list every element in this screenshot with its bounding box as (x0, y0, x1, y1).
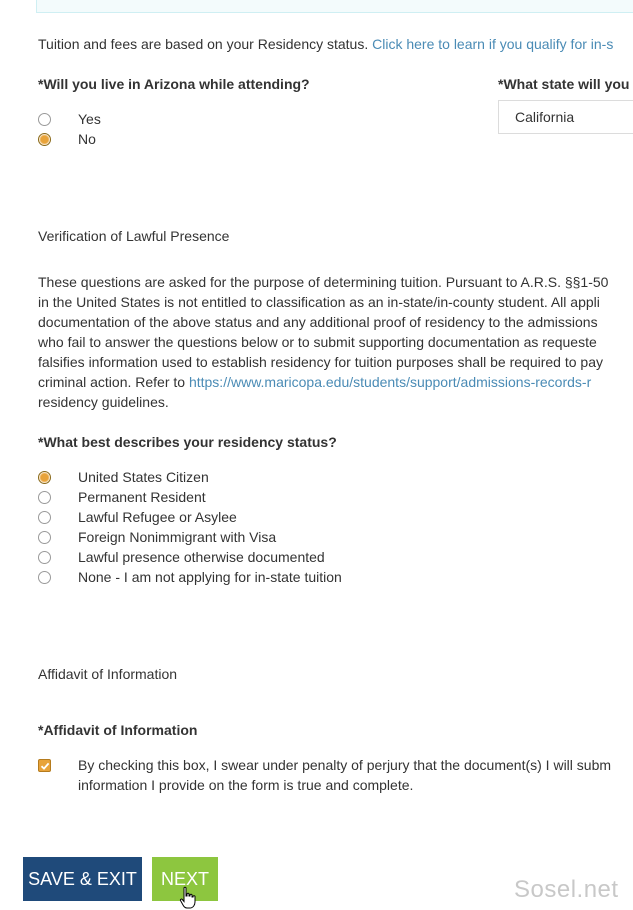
radio-button[interactable] (38, 113, 51, 126)
tuition-notice (38, 34, 613, 54)
residency-option-otherwise-documented[interactable] (38, 547, 325, 567)
radio-label: Foreign Nonimmigrant with Visa (78, 529, 277, 545)
paragraph-line: documentation of the above status and any additional proof of residency to the admissions (38, 314, 598, 330)
radio-button[interactable] (38, 571, 51, 584)
paragraph-text: criminal action. Refer to (38, 374, 189, 390)
state-select[interactable]: California (498, 100, 633, 134)
tuition-notice-text: Tuition and fees are based on your Residency status. (38, 36, 373, 52)
residency-option-none[interactable] (38, 567, 342, 587)
radio-button[interactable] (38, 531, 51, 544)
radio-button[interactable] (38, 491, 51, 504)
radio-label: Permanent Resident (78, 489, 206, 505)
next-button[interactable]: NEXT (152, 857, 218, 901)
paragraph-line-with-link (38, 372, 633, 392)
radio-button-selected[interactable] (38, 471, 51, 484)
residency-option-nonimmigrant[interactable] (38, 527, 276, 547)
paragraph-line: residency guidelines. (38, 394, 169, 410)
watermark-text: Sosel.net (514, 876, 619, 903)
paragraph-line: falsifies information used to establish residency for tuition purposes shall be required to pay (38, 354, 603, 370)
residency-option-refugee[interactable] (38, 507, 237, 527)
radio-label: United States Citizen (78, 469, 209, 485)
arizona-question-label: *Will you live in Arizona while attending? (38, 76, 310, 92)
paragraph-line: who fail to answer the questions below or to submit supporting documentation as requeste (38, 334, 597, 350)
info-banner-box (36, 0, 633, 13)
arizona-option-yes[interactable] (38, 109, 101, 129)
hand-pointer-icon (178, 886, 198, 910)
save-exit-button[interactable]: SAVE & EXIT (23, 857, 142, 901)
residency-question-label: *What best describes your residency status? (38, 434, 337, 450)
admissions-records-link[interactable]: https://www.maricopa.edu/students/support/admissions-records-r (188, 374, 592, 390)
lawful-presence-title: Verification of Lawful Presence (38, 228, 230, 244)
paragraph-line: in the United States is not entitled to classification as an in-state/in-county student. All appli (38, 294, 600, 310)
radio-label: Lawful Refugee or Asylee (78, 509, 237, 525)
radio-button[interactable] (38, 551, 51, 564)
radio-button-selected[interactable] (38, 133, 51, 146)
radio-label: Yes (78, 111, 101, 127)
affidavit-section-title: Affidavit of Information (38, 666, 178, 682)
affidavit-checkbox[interactable] (38, 759, 51, 772)
affidavit-line: information I provide on the form is true and complete. (78, 777, 414, 793)
affidavit-label: *Affidavit of Information (38, 722, 198, 738)
paragraph-line: These questions are asked for the purpose of determining tuition. Pursuant to A.R.S. §§1-50 (38, 274, 609, 290)
radio-label: None - I am not applying for in-state tuition (78, 569, 342, 585)
radio-label: Lawful presence otherwise documented (78, 549, 325, 565)
residency-option-permanent-resident[interactable] (38, 487, 206, 507)
lawful-presence-paragraph (38, 272, 633, 412)
affidavit-line: By checking this box, I swear under penalty of perjury that the document(s) I will subm (78, 757, 612, 773)
arizona-option-no[interactable] (38, 129, 96, 149)
affidavit-statement (78, 755, 633, 795)
radio-button[interactable] (38, 511, 51, 524)
radio-label: No (78, 131, 96, 147)
residency-info-link[interactable]: Click here to learn if you qualify for in-s (372, 36, 614, 52)
checkmark-icon (40, 761, 50, 771)
state-question-label: *What state will you (498, 76, 630, 92)
residency-option-citizen[interactable] (38, 467, 209, 487)
